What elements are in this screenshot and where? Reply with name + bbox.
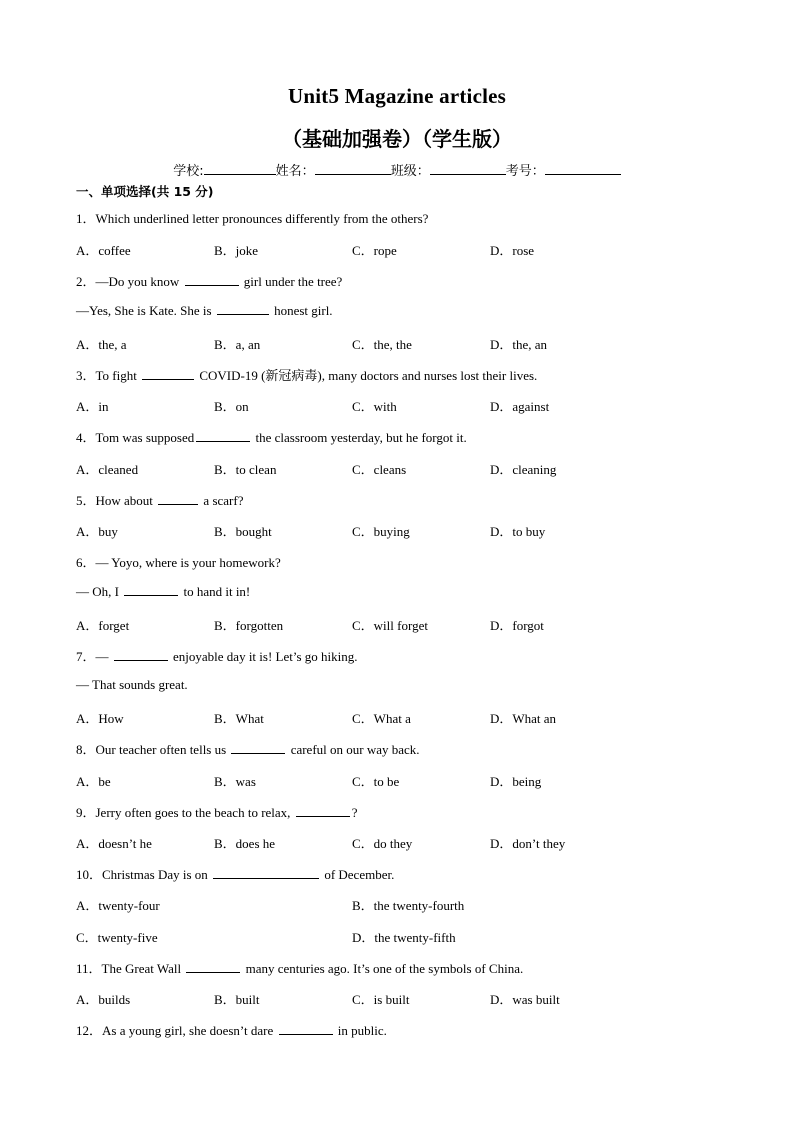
name-field[interactable] [315, 162, 391, 175]
option-a[interactable]: A．be [76, 774, 111, 789]
question-10-options-row1 [76, 895, 716, 913]
option-a[interactable]: A．How [76, 711, 124, 726]
question-5-stem: 5．How about a scarf? [76, 493, 244, 508]
question-5-options [76, 521, 716, 539]
option-b[interactable]: B．was [214, 774, 256, 789]
exam-no-field[interactable] [545, 162, 621, 175]
option-c[interactable]: C．do they [352, 836, 413, 851]
option-d[interactable]: D．rose [490, 243, 535, 258]
answer-blank[interactable] [231, 741, 285, 754]
option-c[interactable]: C．with [352, 399, 397, 414]
question-10-stem: 10．Christmas Day is on of December. [76, 867, 395, 882]
option-d[interactable]: D．the, an [490, 337, 548, 352]
answer-blank[interactable] [279, 1022, 333, 1035]
question-11-options [76, 989, 716, 1007]
option-d[interactable]: D．forgot [490, 618, 544, 633]
school-field[interactable] [204, 162, 276, 175]
question-2-options [76, 334, 716, 352]
section-title: 一、单项选择(共 15 分) [76, 184, 214, 199]
option-c[interactable]: C．is built [352, 992, 410, 1007]
answer-blank[interactable] [196, 429, 250, 442]
question-6-stem: 6．— Yoyo, where is your homework? [76, 555, 281, 570]
question-1-stem: 1．Which underlined letter pronounces differently from the others? [76, 211, 429, 226]
question-1-options [76, 240, 716, 258]
option-b[interactable]: B．a, an [214, 337, 261, 352]
answer-blank[interactable] [296, 804, 350, 817]
question-2-stem: 2．—Do you know girl under the tree? [76, 274, 343, 289]
option-c[interactable]: C．twenty-five [76, 930, 158, 945]
option-a[interactable]: A．buy [76, 524, 118, 539]
question-7-options [76, 708, 716, 726]
option-c[interactable]: C．buying [352, 524, 410, 539]
option-d[interactable]: D．the twenty-fifth [352, 930, 456, 945]
student-info-line [0, 160, 794, 179]
question-9-stem: 9．Jerry often goes to the beach to relax, ? [76, 805, 358, 820]
option-a[interactable]: A．the, a [76, 337, 127, 352]
option-b[interactable]: B．What [214, 711, 264, 726]
class-label: 班级： [390, 164, 430, 179]
option-b[interactable]: B．built [214, 992, 260, 1007]
class-field[interactable] [430, 162, 506, 175]
option-a[interactable]: A．forget [76, 618, 130, 633]
question-7-stem: 7．— enjoyable day it is! Let’s go hiking. [76, 649, 358, 664]
option-d[interactable]: D．What an [490, 711, 557, 726]
option-b[interactable]: B．bought [214, 524, 272, 539]
question-8-options [76, 771, 716, 789]
option-d[interactable]: D．against [490, 399, 550, 414]
question-12-stem: 12．As a young girl, she doesn’t dare in public. [76, 1023, 387, 1038]
option-c[interactable]: C．will forget [352, 618, 428, 633]
option-b[interactable]: B．on [214, 399, 249, 414]
question-10-options-row2 [76, 927, 716, 945]
option-d[interactable]: D．don’t they [490, 836, 566, 851]
option-a[interactable]: A．coffee [76, 243, 131, 258]
question-9-options [76, 833, 716, 851]
option-a[interactable]: A．cleaned [76, 462, 139, 477]
option-b[interactable]: B．does he [214, 836, 276, 851]
document-subtitle: （基础加强卷）（学生版） [282, 127, 512, 151]
option-c[interactable]: C．cleans [352, 462, 407, 477]
option-b[interactable]: B．the twenty-fourth [352, 898, 465, 913]
question-7-reply: — That sounds great. [76, 677, 188, 692]
option-c[interactable]: C．rope [352, 243, 397, 258]
answer-blank[interactable] [217, 302, 269, 315]
question-4-stem: 4．Tom was supposed the classroom yesterday, but he forgot it. [76, 430, 467, 445]
question-11-stem: 11．The Great Wall many centuries ago. It’s one of the symbols of China. [76, 961, 524, 976]
name-label: 姓名： [275, 164, 315, 179]
question-2-reply: —Yes, She is Kate. She is honest girl. [76, 303, 333, 318]
answer-blank[interactable] [124, 583, 178, 596]
question-6-options [76, 615, 716, 633]
option-c[interactable]: C．What a [352, 711, 411, 726]
school-label: 学校: [173, 164, 204, 179]
question-4-options [76, 459, 716, 477]
answer-blank[interactable] [186, 960, 240, 973]
answer-blank[interactable] [185, 273, 239, 286]
option-b[interactable]: B．joke [214, 243, 259, 258]
option-a[interactable]: A．in [76, 399, 109, 414]
option-a[interactable]: A．doesn’t he [76, 836, 152, 851]
answer-blank[interactable] [213, 866, 319, 879]
option-d[interactable]: D．cleaning [490, 462, 557, 477]
question-8-stem: 8．Our teacher often tells us careful on our way back. [76, 742, 420, 757]
option-a[interactable]: A．builds [76, 992, 131, 1007]
option-d[interactable]: D．being [490, 774, 542, 789]
question-6-reply: — Oh, I to hand it in! [76, 584, 251, 599]
option-c[interactable]: C．the, the [352, 337, 412, 352]
document-title: Unit5 Magazine articles [287, 84, 507, 108]
option-b[interactable]: B．forgotten [214, 618, 284, 633]
option-d[interactable]: D．to buy [490, 524, 546, 539]
answer-blank[interactable] [158, 492, 198, 505]
option-c[interactable]: C．to be [352, 774, 400, 789]
option-d[interactable]: D．was built [490, 992, 560, 1007]
option-b[interactable]: B．to clean [214, 462, 277, 477]
answer-blank[interactable] [142, 367, 194, 380]
option-a[interactable]: A．twenty-four [76, 898, 160, 913]
question-3-options [76, 396, 716, 414]
answer-blank[interactable] [114, 648, 168, 661]
exam-no-label: 考号： [505, 164, 545, 179]
question-3-stem: 3．To fight COVID-19 (新冠病毒), many doctors and nurses lost their lives. [76, 368, 538, 383]
